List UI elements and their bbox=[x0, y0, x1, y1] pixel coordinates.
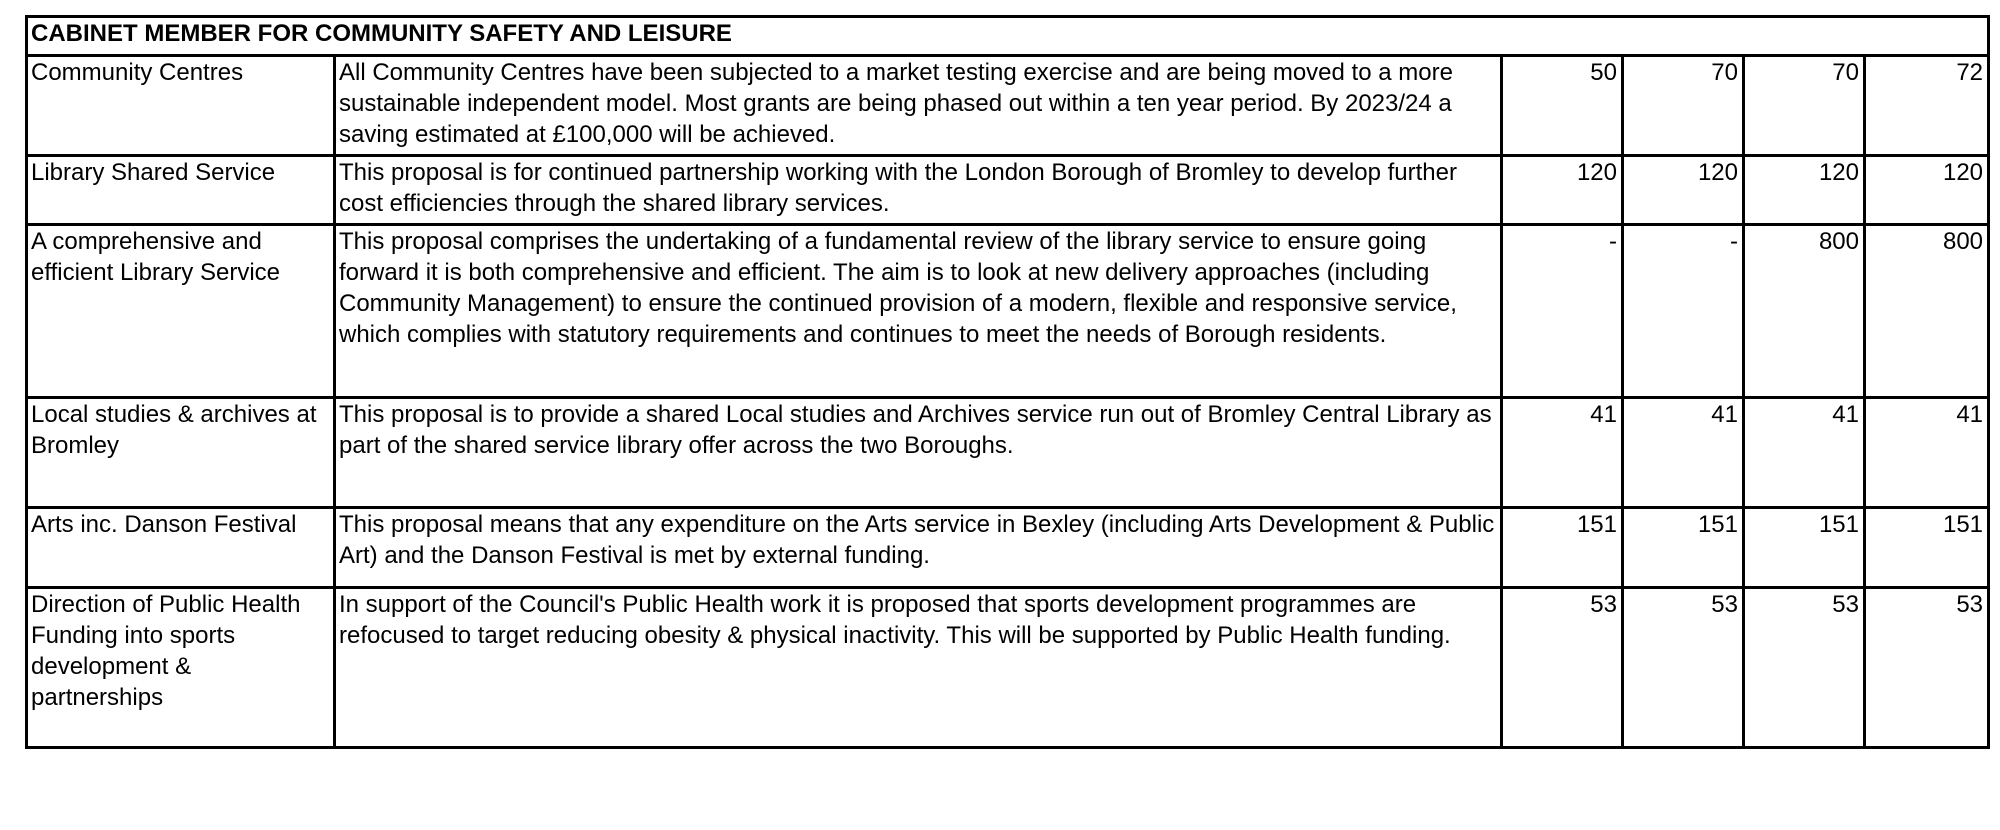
row-description: All Community Centres have been subjected to a market testing exercise and are being moved to a more sustainable independent model. Most grants are being phased out within a ten year period. By 2023/24 a saving estimated at £100,000 will be achieved. bbox=[335, 56, 1502, 156]
row-value-3: 120 bbox=[1744, 156, 1865, 225]
row-value-2: 41 bbox=[1623, 398, 1744, 508]
row-value-1: 50 bbox=[1502, 56, 1623, 156]
table-row bbox=[27, 398, 1989, 508]
row-value-1: 151 bbox=[1502, 508, 1623, 588]
row-description: This proposal means that any expenditure on the Arts service in Bexley (including Arts Development & Public Art) and the Danson Festival is met by external funding. bbox=[335, 508, 1502, 588]
row-value-3: 800 bbox=[1744, 225, 1865, 398]
row-description: This proposal is to provide a shared Local studies and Archives service run out of Bromley Central Library as part of the shared service library offer across the two Boroughs. bbox=[335, 398, 1502, 508]
row-item-label: A comprehensive and efficient Library Service bbox=[27, 225, 335, 398]
table-title-row bbox=[27, 17, 1989, 56]
row-item-label: Direction of Public Health Funding into sports development & partnerships bbox=[27, 588, 335, 748]
row-item-label: Arts inc. Danson Festival bbox=[27, 508, 335, 588]
table-title: CABINET MEMBER FOR COMMUNITY SAFETY AND LEISURE bbox=[27, 17, 1989, 56]
row-value-1: 41 bbox=[1502, 398, 1623, 508]
savings-table-document bbox=[25, 15, 1987, 749]
row-value-1: 53 bbox=[1502, 588, 1623, 748]
row-description: This proposal comprises the undertaking of a fundamental review of the library service to ensure going forward it is both comprehensive and efficient. The aim is to look at new delivery approaches (including Community Management) to ensure the continued provision of a modern, flexible and responsive service, which complies with statutory requirements and continues to meet the needs of Borough residents. bbox=[335, 225, 1502, 398]
table-row bbox=[27, 156, 1989, 225]
row-value-4: 53 bbox=[1865, 588, 1989, 748]
table-row bbox=[27, 56, 1989, 156]
row-value-4: 120 bbox=[1865, 156, 1989, 225]
row-value-4: 151 bbox=[1865, 508, 1989, 588]
row-value-2: 70 bbox=[1623, 56, 1744, 156]
row-value-1: - bbox=[1502, 225, 1623, 398]
row-value-4: 72 bbox=[1865, 56, 1989, 156]
row-value-3: 41 bbox=[1744, 398, 1865, 508]
row-value-3: 53 bbox=[1744, 588, 1865, 748]
row-value-2: 151 bbox=[1623, 508, 1744, 588]
row-item-label: Community Centres bbox=[27, 56, 335, 156]
row-value-3: 151 bbox=[1744, 508, 1865, 588]
row-value-3: 70 bbox=[1744, 56, 1865, 156]
row-value-2: 53 bbox=[1623, 588, 1744, 748]
table-row bbox=[27, 225, 1989, 398]
savings-table bbox=[25, 15, 1990, 749]
row-value-2: - bbox=[1623, 225, 1744, 398]
row-description: This proposal is for continued partnership working with the London Borough of Bromley to develop further cost efficiencies through the shared library services. bbox=[335, 156, 1502, 225]
table-row bbox=[27, 508, 1989, 588]
row-value-1: 120 bbox=[1502, 156, 1623, 225]
row-description: In support of the Council's Public Health work it is proposed that sports development programmes are refocused to target reducing obesity & physical inactivity. This will be supported by Public Health funding. bbox=[335, 588, 1502, 748]
row-item-label: Library Shared Service bbox=[27, 156, 335, 225]
row-value-2: 120 bbox=[1623, 156, 1744, 225]
row-value-4: 41 bbox=[1865, 398, 1989, 508]
row-value-4: 800 bbox=[1865, 225, 1989, 398]
row-item-label: Local studies & archives at Bromley bbox=[27, 398, 335, 508]
table-row bbox=[27, 588, 1989, 748]
